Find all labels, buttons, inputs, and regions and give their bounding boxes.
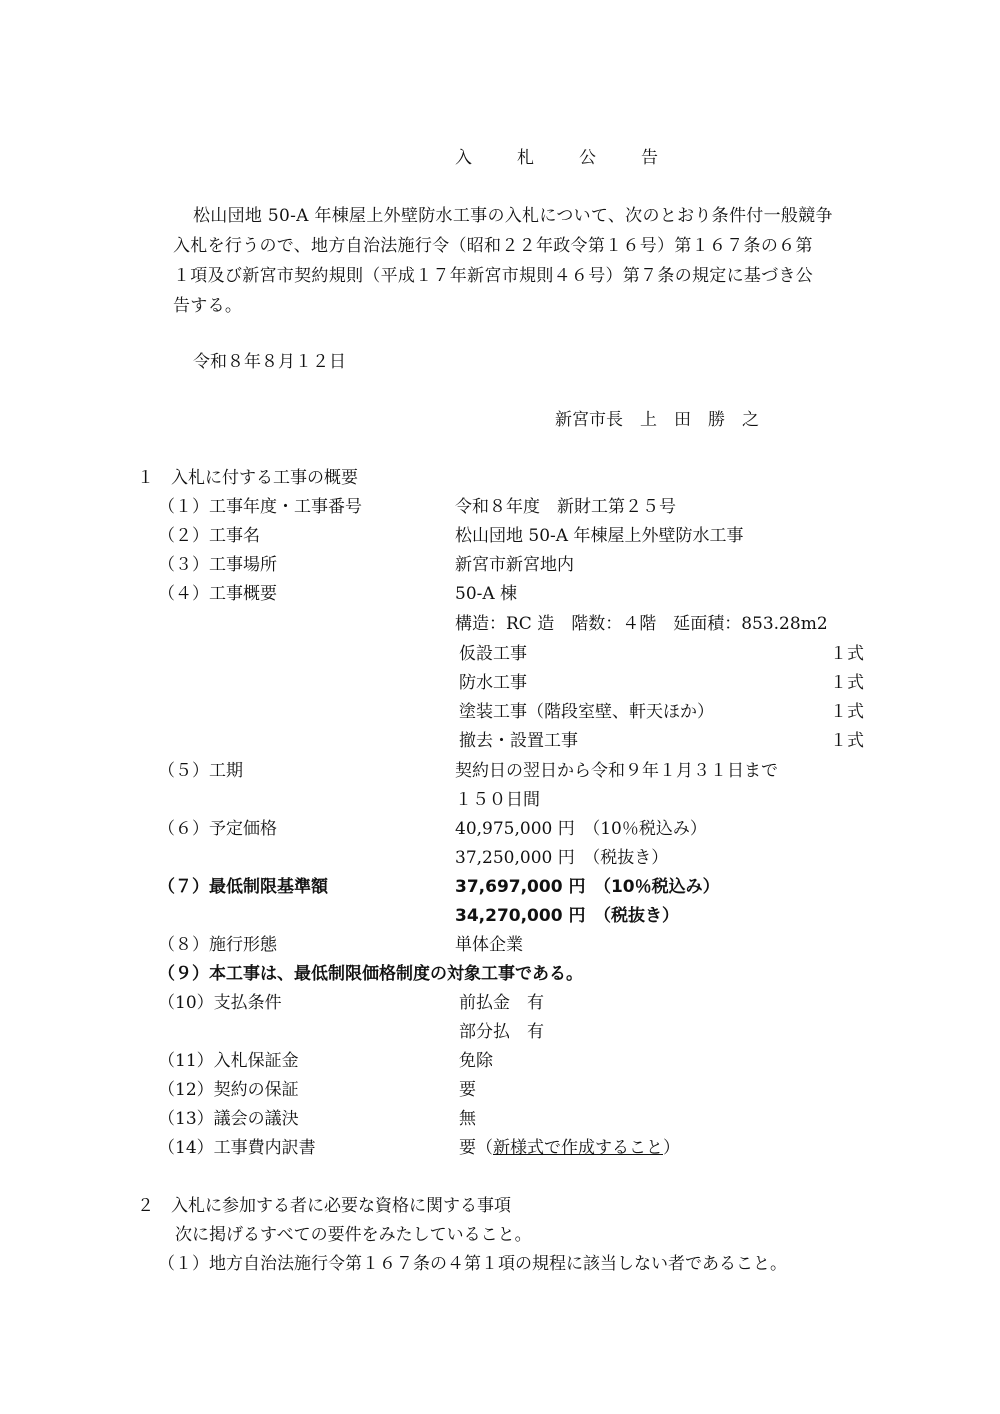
item-value: 松山団地 50-A 年棟屋上外壁防水工事 (455, 526, 744, 546)
section-sub: 次に掲げるすべての要件をみたしていること。 (175, 1225, 532, 1245)
item-value: 前払金 有 (459, 993, 544, 1013)
section-item: （１）地方自治法施行令第１６７条の４第１項の規程に該当しない者であること。 (158, 1254, 787, 1274)
item-value: 令和８年度 新財工第２５号 (455, 497, 676, 517)
value-suffix: ） (663, 1138, 680, 1158)
item-value: 契約日の翌日から令和９年１月３１日まで (455, 761, 778, 781)
value-underlined: 新様式で作成すること (493, 1138, 663, 1158)
item-value: 34,270,000 円 （税抜き） (455, 906, 679, 926)
item-value (459, 1138, 680, 1158)
item-value: 単体企業 (455, 935, 523, 955)
item-value: 免除 (459, 1051, 493, 1071)
item-label: （５）工期 (158, 761, 243, 781)
intro-line: 告する。 (173, 296, 243, 316)
item-value: 50-A 棟 (455, 584, 518, 604)
item-label: （４）工事概要 (158, 584, 277, 604)
item-label: （８）施行形態 (158, 935, 277, 955)
section-heading: ２ 入札に参加する者に必要な資格に関する事項 (137, 1196, 511, 1216)
notice-date: 令和８年８月１２日 (193, 352, 346, 372)
item-value: 部分払 有 (459, 1022, 544, 1042)
intro-line: １項及び新宮市契約規則（平成１７年新宮市規則４６号）第７条の規定に基づき公 (173, 266, 814, 286)
item-label: （10）支払条件 (158, 993, 282, 1013)
value-prefix: 要（ (459, 1138, 493, 1158)
work-qty: １式 (830, 673, 864, 693)
work-item: 塗装工事（階段室壁、軒天ほか） (459, 702, 714, 722)
work-qty: １式 (830, 702, 864, 722)
item-label: （７）最低制限基準額 (158, 877, 328, 897)
item-label: （13）議会の議決 (158, 1109, 299, 1129)
item-value: 無 (459, 1109, 476, 1129)
item-label: （２）工事名 (158, 526, 260, 546)
issuer: 新宮市長 上 田 勝 之 (555, 410, 759, 430)
item-value: 要 (459, 1080, 476, 1100)
work-item: 撤去・設置工事 (459, 731, 578, 751)
work-qty: １式 (830, 731, 864, 751)
item-label: （12）契約の保証 (158, 1080, 299, 1100)
item-label: （11）入札保証金 (158, 1051, 299, 1071)
item-value: 40,975,000 円 （10％税込み） (455, 819, 707, 839)
item-label: （６）予定価格 (158, 819, 277, 839)
work-item: 仮設工事 (459, 644, 527, 664)
work-item: 防水工事 (459, 673, 527, 693)
item-label: （１）工事年度・工事番号 (158, 497, 362, 517)
work-qty: １式 (830, 644, 864, 664)
item-label: （９）本工事は、最低制限価格制度の対象工事である。 (158, 964, 583, 984)
item-label: （３）工事場所 (158, 555, 277, 575)
item-value: 新宮市新宮地内 (455, 555, 574, 575)
item-value: 37,250,000 円 （税抜き） (455, 848, 669, 868)
item-label: （14）工事費内訳書 (158, 1138, 316, 1158)
intro-line: 松山団地 50-A 年棟屋上外壁防水工事の入札について、次のとおり条件付一般競争 (193, 206, 833, 226)
item-value: 37,697,000 円 （10％税込み） (455, 877, 720, 897)
item-value: １５０日間 (455, 790, 540, 810)
intro-line: 入札を行うので、地方自治法施行令（昭和２２年政令第１６号）第１６７条の６第 (173, 236, 813, 256)
item-value: 構造：RC 造 階数：４階 延面積：853.28m2 (455, 614, 828, 634)
section-heading: １ 入札に付する工事の概要 (137, 468, 358, 488)
page-title: 入 札 公 告 (455, 148, 672, 168)
